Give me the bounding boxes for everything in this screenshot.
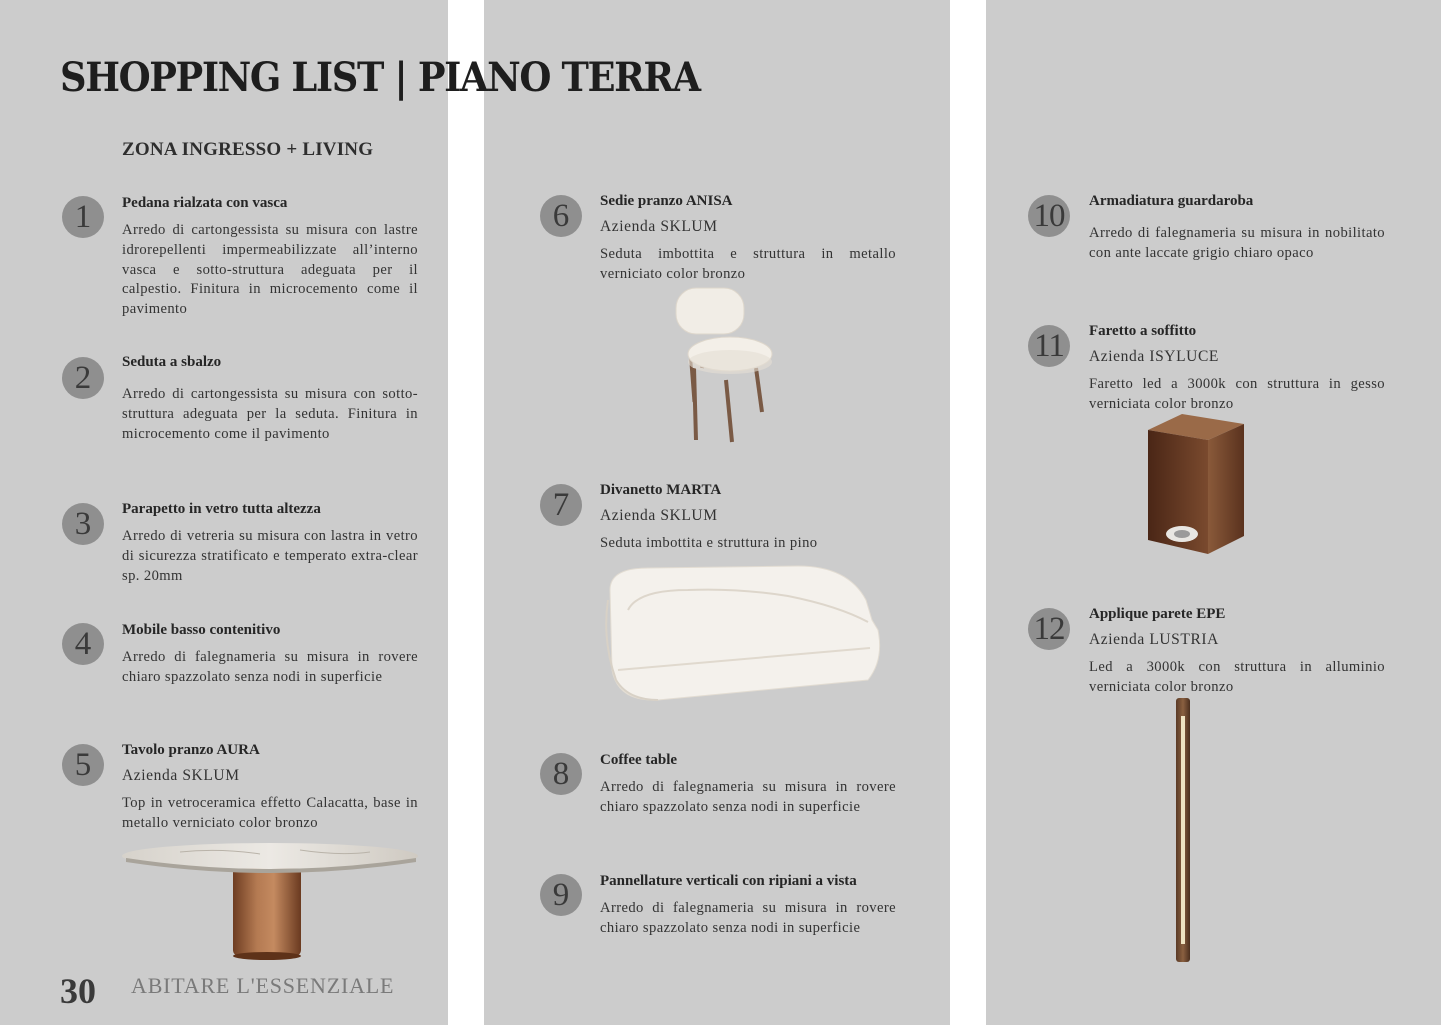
item-brand: Azienda SKLUM	[600, 507, 718, 524]
list-item	[122, 621, 418, 688]
page-number: 30	[60, 971, 96, 1011]
zone-title: ZONA INGRESSO + LIVING	[122, 139, 374, 160]
item-number-badge: 6	[540, 195, 582, 237]
item-title: Tavolo pranzo AURA	[122, 742, 260, 758]
item-number-badge: 2	[62, 357, 104, 399]
list-item	[600, 872, 896, 939]
item-description: Arredo di falegnameria su misura in rovere chiaro spazzolato senza nodi in superficie	[600, 779, 896, 815]
dining-table-image	[120, 840, 422, 960]
list-item	[1089, 605, 1385, 698]
item-brand: Azienda ISYLUCE	[1089, 348, 1219, 365]
item-description: Seduta imbottita e struttura in metallo verniciato color bronzo	[600, 246, 896, 282]
item-number-badge: 4	[62, 623, 104, 665]
list-item	[122, 500, 418, 586]
item-description: Arredo di falegnameria su misura in rovere chiaro spazzolato senza nodi in superficie	[122, 649, 418, 685]
list-item	[600, 481, 900, 554]
list-item	[600, 192, 896, 285]
item-title: Parapetto in vetro tutta altezza	[122, 501, 321, 517]
item-number-badge: 11	[1028, 325, 1070, 367]
item-title: Faretto a soffitto	[1089, 323, 1197, 339]
item-brand: Azienda SKLUM	[600, 218, 718, 235]
item-title: Divanetto MARTA	[600, 482, 722, 498]
item-title: Seduta a sbalzo	[122, 354, 222, 370]
item-title: Armadiatura guardaroba	[1089, 193, 1254, 209]
item-title: Sedie pranzo ANISA	[600, 193, 733, 209]
list-item	[122, 741, 418, 834]
item-description: Seduta imbottita e struttura in pino	[600, 535, 818, 551]
item-brand: Azienda SKLUM	[122, 767, 240, 784]
item-description: Top in vetroceramica effetto Calacatta, base in metallo verniciato color bronzo	[122, 795, 418, 831]
item-number-badge: 10	[1028, 195, 1070, 237]
item-description: Arredo di cartongessista su misura con lastre idrorepellenti impermeabilizzate all’interno vasca e sotto-struttura adeguata per il calpestio. Finitura in microcemento come il pavimento	[122, 222, 418, 318]
item-title: Mobile basso contenitivo	[122, 622, 281, 638]
list-item	[122, 194, 418, 320]
item-description: Led a 3000k con struttura in alluminio verniciata color bronzo	[1089, 659, 1385, 695]
item-number-badge: 3	[62, 503, 104, 545]
item-title: Applique parete EPE	[1089, 606, 1226, 622]
page-title: SHOPPING LIST | PIANO TERRA	[60, 54, 700, 101]
list-item	[1089, 322, 1385, 415]
item-title: Coffee table	[600, 752, 678, 768]
item-number-badge: 12	[1028, 608, 1070, 650]
wall-light-image	[1172, 698, 1196, 964]
item-description: Faretto led a 3000k con struttura in gesso verniciata color bronzo	[1089, 376, 1385, 412]
item-description: Arredo di vetreria su misura con lastra in vetro di sicurezza stratificato e temperato extra-clear sp. 20mm	[122, 528, 418, 584]
item-number-badge: 8	[540, 753, 582, 795]
list-item	[122, 353, 418, 444]
item-description: Arredo di cartongessista su misura con sotto-struttura adeguata per la seduta. Finitura in microcemento come il pavimento	[122, 386, 418, 442]
item-number-badge: 7	[540, 484, 582, 526]
item-description: Arredo di falegnameria su misura in rovere chiaro spazzolato senza nodi in superficie	[600, 900, 896, 936]
item-brand: Azienda LUSTRIA	[1089, 631, 1219, 648]
item-number-badge: 9	[540, 874, 582, 916]
list-item	[1089, 192, 1385, 264]
publication-name: ABITARE L'ESSENZIALE	[131, 973, 395, 998]
sofa-image	[598, 560, 888, 710]
item-number-badge: 1	[62, 196, 104, 238]
item-description: Arredo di falegnameria su misura in nobilitato con ante laccate grigio chiaro opaco	[1089, 225, 1385, 261]
list-item	[600, 751, 896, 818]
spotlight-image	[1142, 410, 1250, 556]
item-title: Pannellature verticali con ripiani a vista	[600, 873, 857, 889]
dining-chair-image	[666, 284, 778, 444]
item-number-badge: 5	[62, 744, 104, 786]
item-title: Pedana rialzata con vasca	[122, 195, 288, 211]
